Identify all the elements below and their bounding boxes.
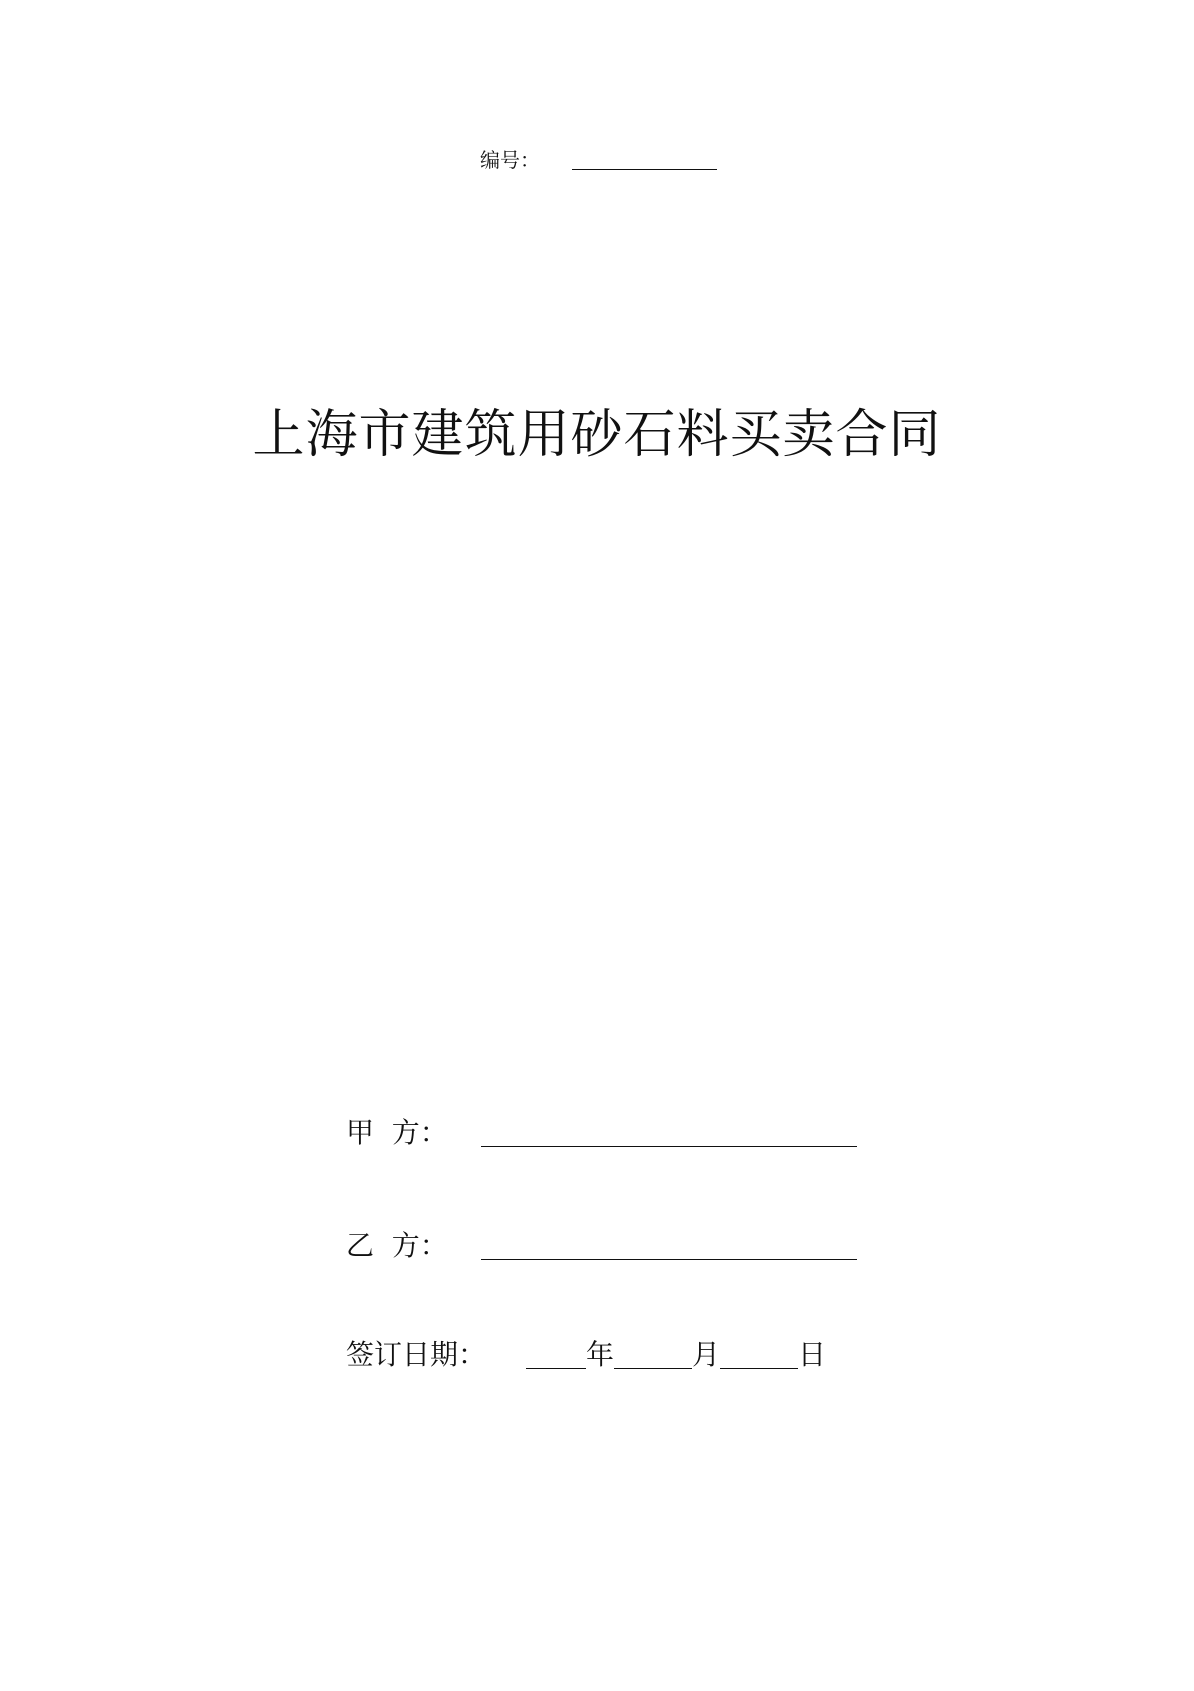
month-unit: 月 bbox=[692, 1338, 721, 1371]
year-blank bbox=[526, 1367, 586, 1369]
document-number-blank bbox=[572, 168, 717, 170]
page-title: 上海市建筑用砂石料买卖合同 bbox=[252, 405, 942, 465]
party-b-row bbox=[346, 1226, 857, 1266]
day-unit: 日 bbox=[798, 1338, 827, 1371]
party-a-blank bbox=[481, 1145, 857, 1147]
party-a-row bbox=[346, 1113, 857, 1153]
party-b-label: 乙 方： bbox=[346, 1229, 448, 1262]
party-b-blank bbox=[481, 1258, 857, 1260]
party-a-label: 甲 方： bbox=[346, 1116, 448, 1149]
signing-date-row bbox=[346, 1335, 826, 1375]
month-blank bbox=[614, 1367, 692, 1369]
document-number-label: 编号： bbox=[480, 148, 540, 172]
signing-date-label: 签订日期： bbox=[346, 1338, 487, 1371]
document-number bbox=[480, 146, 717, 174]
day-blank bbox=[720, 1367, 798, 1369]
year-unit: 年 bbox=[586, 1338, 615, 1371]
